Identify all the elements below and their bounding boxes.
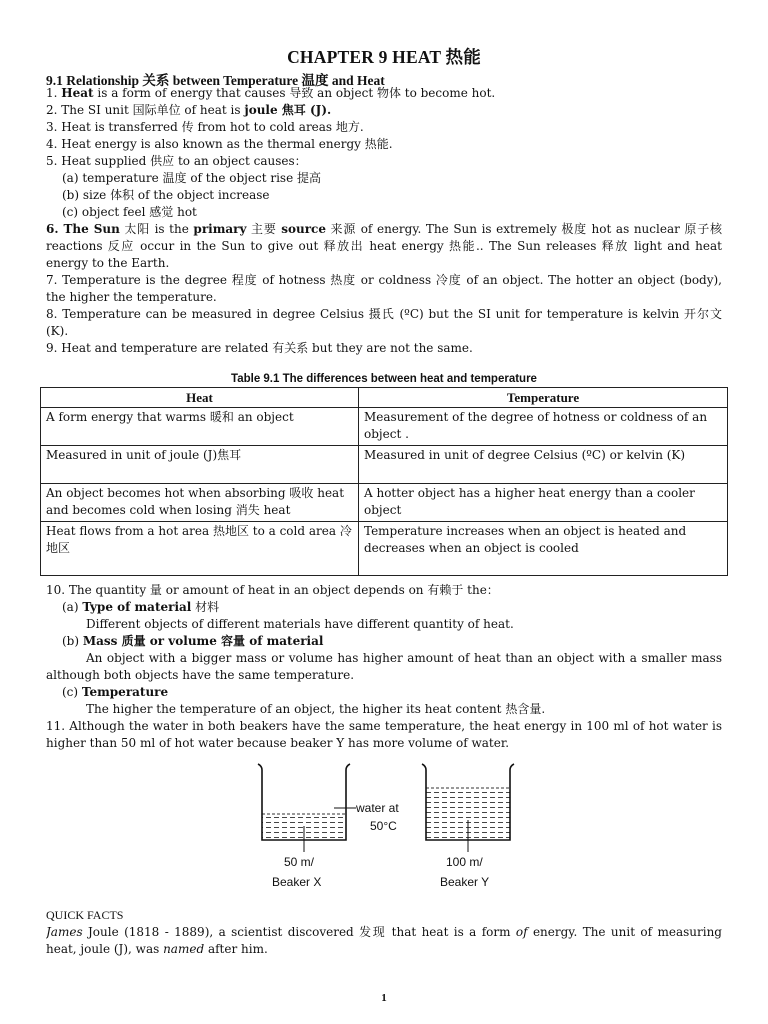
- beaker-x-volume: 50 m/: [284, 855, 315, 869]
- table-cell: Temperature increases when an object is heated and decreases when an object is cooled: [359, 522, 728, 576]
- table-header-heat: Heat: [41, 388, 359, 408]
- table-cell: Heat flows from a hot area 热地区 to a cold area 冷地区: [41, 522, 359, 576]
- point-10a-heading: (a) Type of material 材料: [62, 600, 220, 614]
- point-6: 6. The Sun 太阳 is the primary 主要 source 来源 of energy. The Sun is extremely 极度 hot as nuclear 原子核 reactions 反应 occur in the Sun to give out 释放出 heat energy 热能.. The Sun releases 释放 light and heat energy to the Earth.: [46, 222, 722, 270]
- point-3: 3. Heat is transferred 传 from hot to cold areas 地方.: [46, 120, 364, 134]
- point-8: 8. Temperature can be measured in degree Celsius 摄氏 (ºC) but the SI unit for temperature is kelvin 开尔文 (K).: [46, 307, 722, 338]
- point-7: 7. Temperature is the degree 程度 of hotness 热度 or coldness 冷度 of an object. The hotter an object (body), the higher the temperature.: [46, 273, 722, 304]
- beaker-x: [258, 764, 350, 889]
- point-5b: (b) size 体积 of the object increase: [62, 188, 270, 202]
- table-cell: Measurement of the degree of hotness or coldness of an object .: [359, 408, 728, 446]
- table-row: [41, 522, 728, 576]
- beakers-diagram: [250, 760, 530, 890]
- beaker-y: [422, 764, 514, 889]
- quick-facts: [46, 907, 722, 958]
- table-header-temperature: Temperature: [359, 388, 728, 408]
- point-10-intro: 10. The quantity 量 or amount of heat in an object depends on 有赖于 the：: [46, 583, 499, 597]
- section-heading: 9.1 Relationship 关系 between Temperature 温度 and Heat: [46, 73, 385, 88]
- table-cell: A hotter object has a higher heat energy than a cooler object: [359, 484, 728, 522]
- point-10b-heading: (b) Mass 质量 or volume 容量 of material: [62, 634, 324, 648]
- table-cell: An object becomes hot when absorbing 吸收 heat and becomes cold when losing 消失 heat: [41, 484, 359, 522]
- beaker-y-label: Beaker Y: [440, 875, 490, 889]
- beaker-x-label: Beaker X: [272, 875, 322, 889]
- point-5a: (a) temperature 温度 of the object rise 提高: [62, 171, 322, 185]
- point-11: 11. Although the water in both beakers have the same temperature, the heat energy in 100 ml of hot water is higher than 50 ml of hot water because beaker Y has more volume of water.: [46, 719, 722, 750]
- point-2: 2. The SI unit 国际单位 of heat is joule 焦耳 (J).: [46, 103, 332, 117]
- quick-facts-text: James Joule (1818 - 1889), a scientist discovered 发现 that heat is a form of energy. The unit of measuring heat, joule (J), was named after him.: [46, 925, 722, 956]
- table-row: [41, 446, 728, 484]
- point-9: 9. Heat and temperature are related 有关系 but they are not the same.: [46, 341, 473, 355]
- table-cell: A form energy that warms 暖和 an object: [41, 408, 359, 446]
- point-10c-heading: (c) Temperature: [62, 685, 169, 699]
- table-row: [41, 408, 728, 446]
- differences-table: [40, 387, 728, 576]
- chapter-title: CHAPTER 9 HEAT 热能: [287, 47, 481, 67]
- table-caption: Table 9.1 The differences between heat and temperature: [231, 373, 537, 385]
- table-cell: Measured in unit of degree Celsius (ºC) or kelvin (K): [359, 446, 728, 484]
- table-cell: Measured in unit of joule (J)焦耳: [41, 446, 359, 484]
- quick-facts-heading: QUICK FACTS: [46, 908, 124, 922]
- numbered-points: [46, 85, 722, 357]
- point-5c: (c) object feel 感觉 hot: [62, 205, 197, 219]
- point-10a-text: Different objects of different materials have different quantity of heat.: [86, 617, 514, 631]
- beakers-figure: [250, 760, 530, 890]
- point-5: 5. Heat supplied 供应 to an object causes：: [46, 154, 307, 168]
- point-4: 4. Heat energy is also known as the thermal energy 热能.: [46, 137, 393, 151]
- water-label-line2: 50°C: [370, 819, 397, 833]
- point-10b-text: An object with a bigger mass or volume has higher amount of heat than an object with a smaller mass although both objects have the same temperature.: [46, 651, 722, 682]
- beaker-y-volume: 100 m/: [446, 855, 483, 869]
- page-number: 1: [381, 992, 387, 1004]
- point-1: 1. Heat is a form of energy that causes 导致 an object 物体 to become hot.: [46, 86, 496, 100]
- point-10c-text: The higher the temperature of an object, the higher its heat content 热含量.: [86, 702, 546, 716]
- table-row: [41, 484, 728, 522]
- point-10-11-block: [46, 582, 722, 752]
- water-label-line1: water at: [356, 801, 399, 815]
